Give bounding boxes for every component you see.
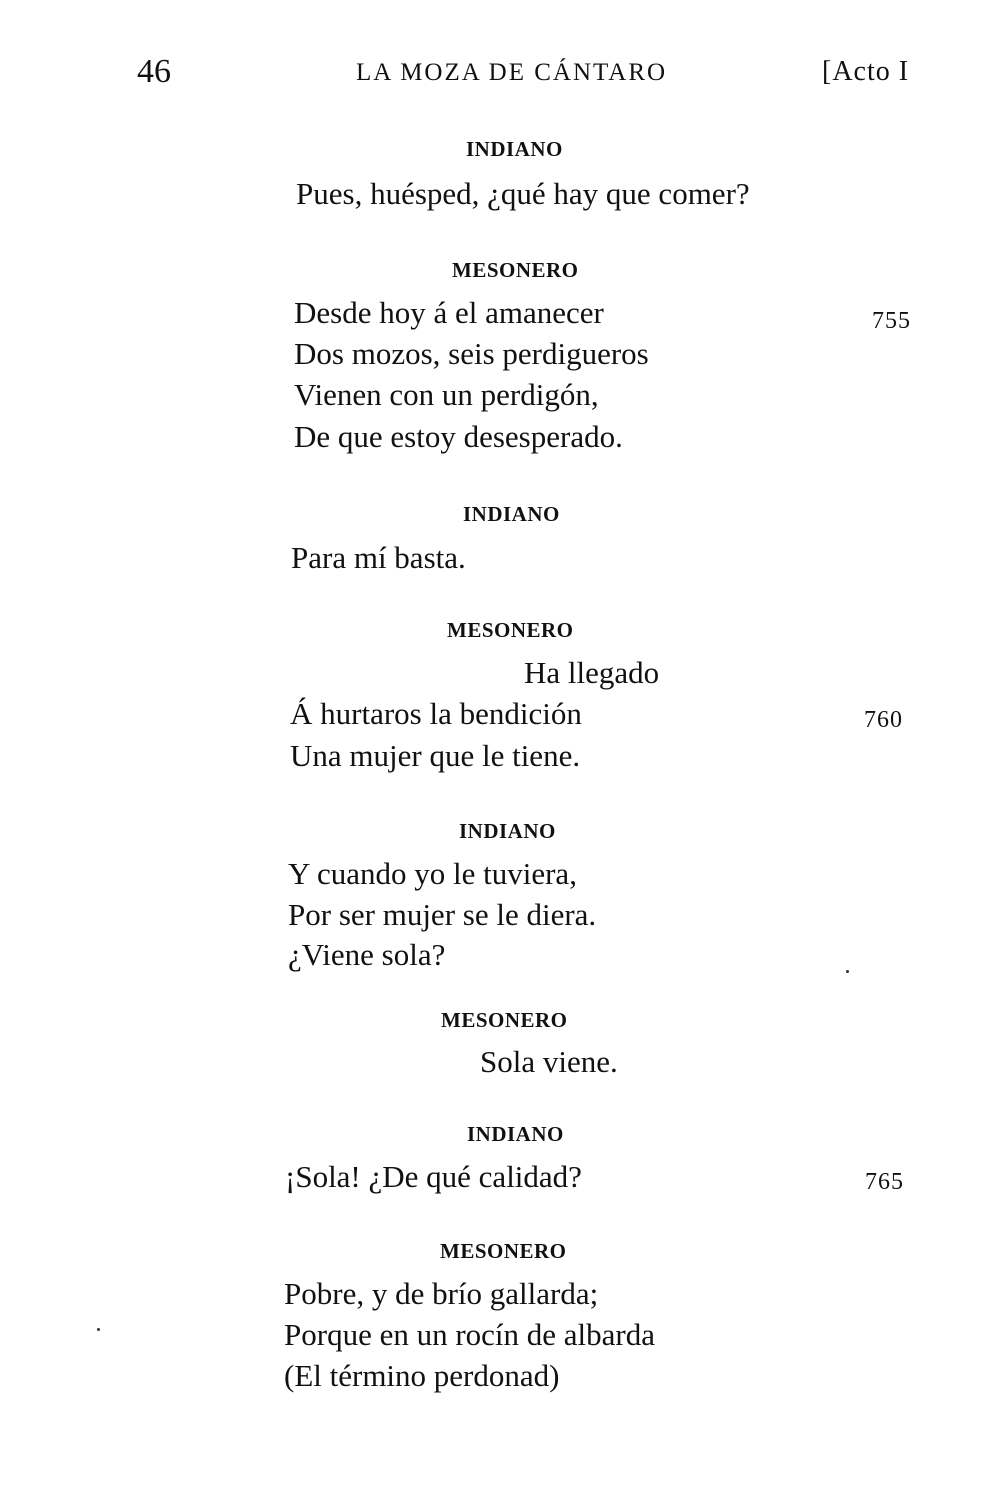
verse-line: Á hurtaros la bendición: [290, 696, 582, 731]
verse-line: Y cuando yo le tuviera,: [288, 856, 577, 891]
verse-line: Desde hoy á el amanecer: [294, 295, 604, 330]
speaker-label: MESONERO: [440, 1239, 567, 1263]
verse-line: De que estoy desesperado.: [294, 419, 623, 454]
verse-line: Ha llegado: [524, 655, 660, 690]
verse-line: Porque en un rocín de albarda: [284, 1317, 656, 1352]
speaker-label: MESONERO: [441, 1008, 568, 1032]
scan-speck: [846, 970, 849, 973]
verse-line: Sola viene.: [480, 1044, 618, 1079]
verse-line: ¡Sola! ¿De qué calidad?: [285, 1159, 582, 1194]
verse-line: Una mujer que le tiene.: [290, 738, 581, 773]
speaker-label: INDIANO: [463, 502, 560, 526]
verse-line: Vienen con un perdigón,: [294, 377, 599, 412]
line-number: 760: [864, 707, 903, 733]
line-number: 755: [872, 308, 911, 334]
act-label: [Acto I: [822, 56, 910, 87]
speaker-label: INDIANO: [466, 137, 563, 161]
speaker-label: MESONERO: [447, 618, 574, 642]
verse-line: Pobre, y de brío gallarda;: [284, 1276, 599, 1311]
line-number: 765: [865, 1169, 904, 1195]
running-title: LA MOZA DE CÁNTARO: [356, 59, 668, 86]
verse-line: Dos mozos, seis perdigueros: [294, 336, 649, 371]
verse-line: Pues, huésped, ¿qué hay que comer?: [296, 176, 750, 211]
verse-line: (El término perdonad): [284, 1358, 560, 1393]
verse-line: ¿Viene sola?: [288, 937, 446, 972]
page-number: 46: [137, 53, 171, 90]
speaker-label: INDIANO: [459, 819, 556, 843]
verse-line: Por ser mujer se le diera.: [288, 897, 597, 932]
speaker-label: INDIANO: [467, 1122, 564, 1146]
scan-speck: [97, 1328, 100, 1331]
speaker-label: MESONERO: [452, 258, 579, 282]
verse-line: Para mí basta.: [291, 540, 466, 575]
